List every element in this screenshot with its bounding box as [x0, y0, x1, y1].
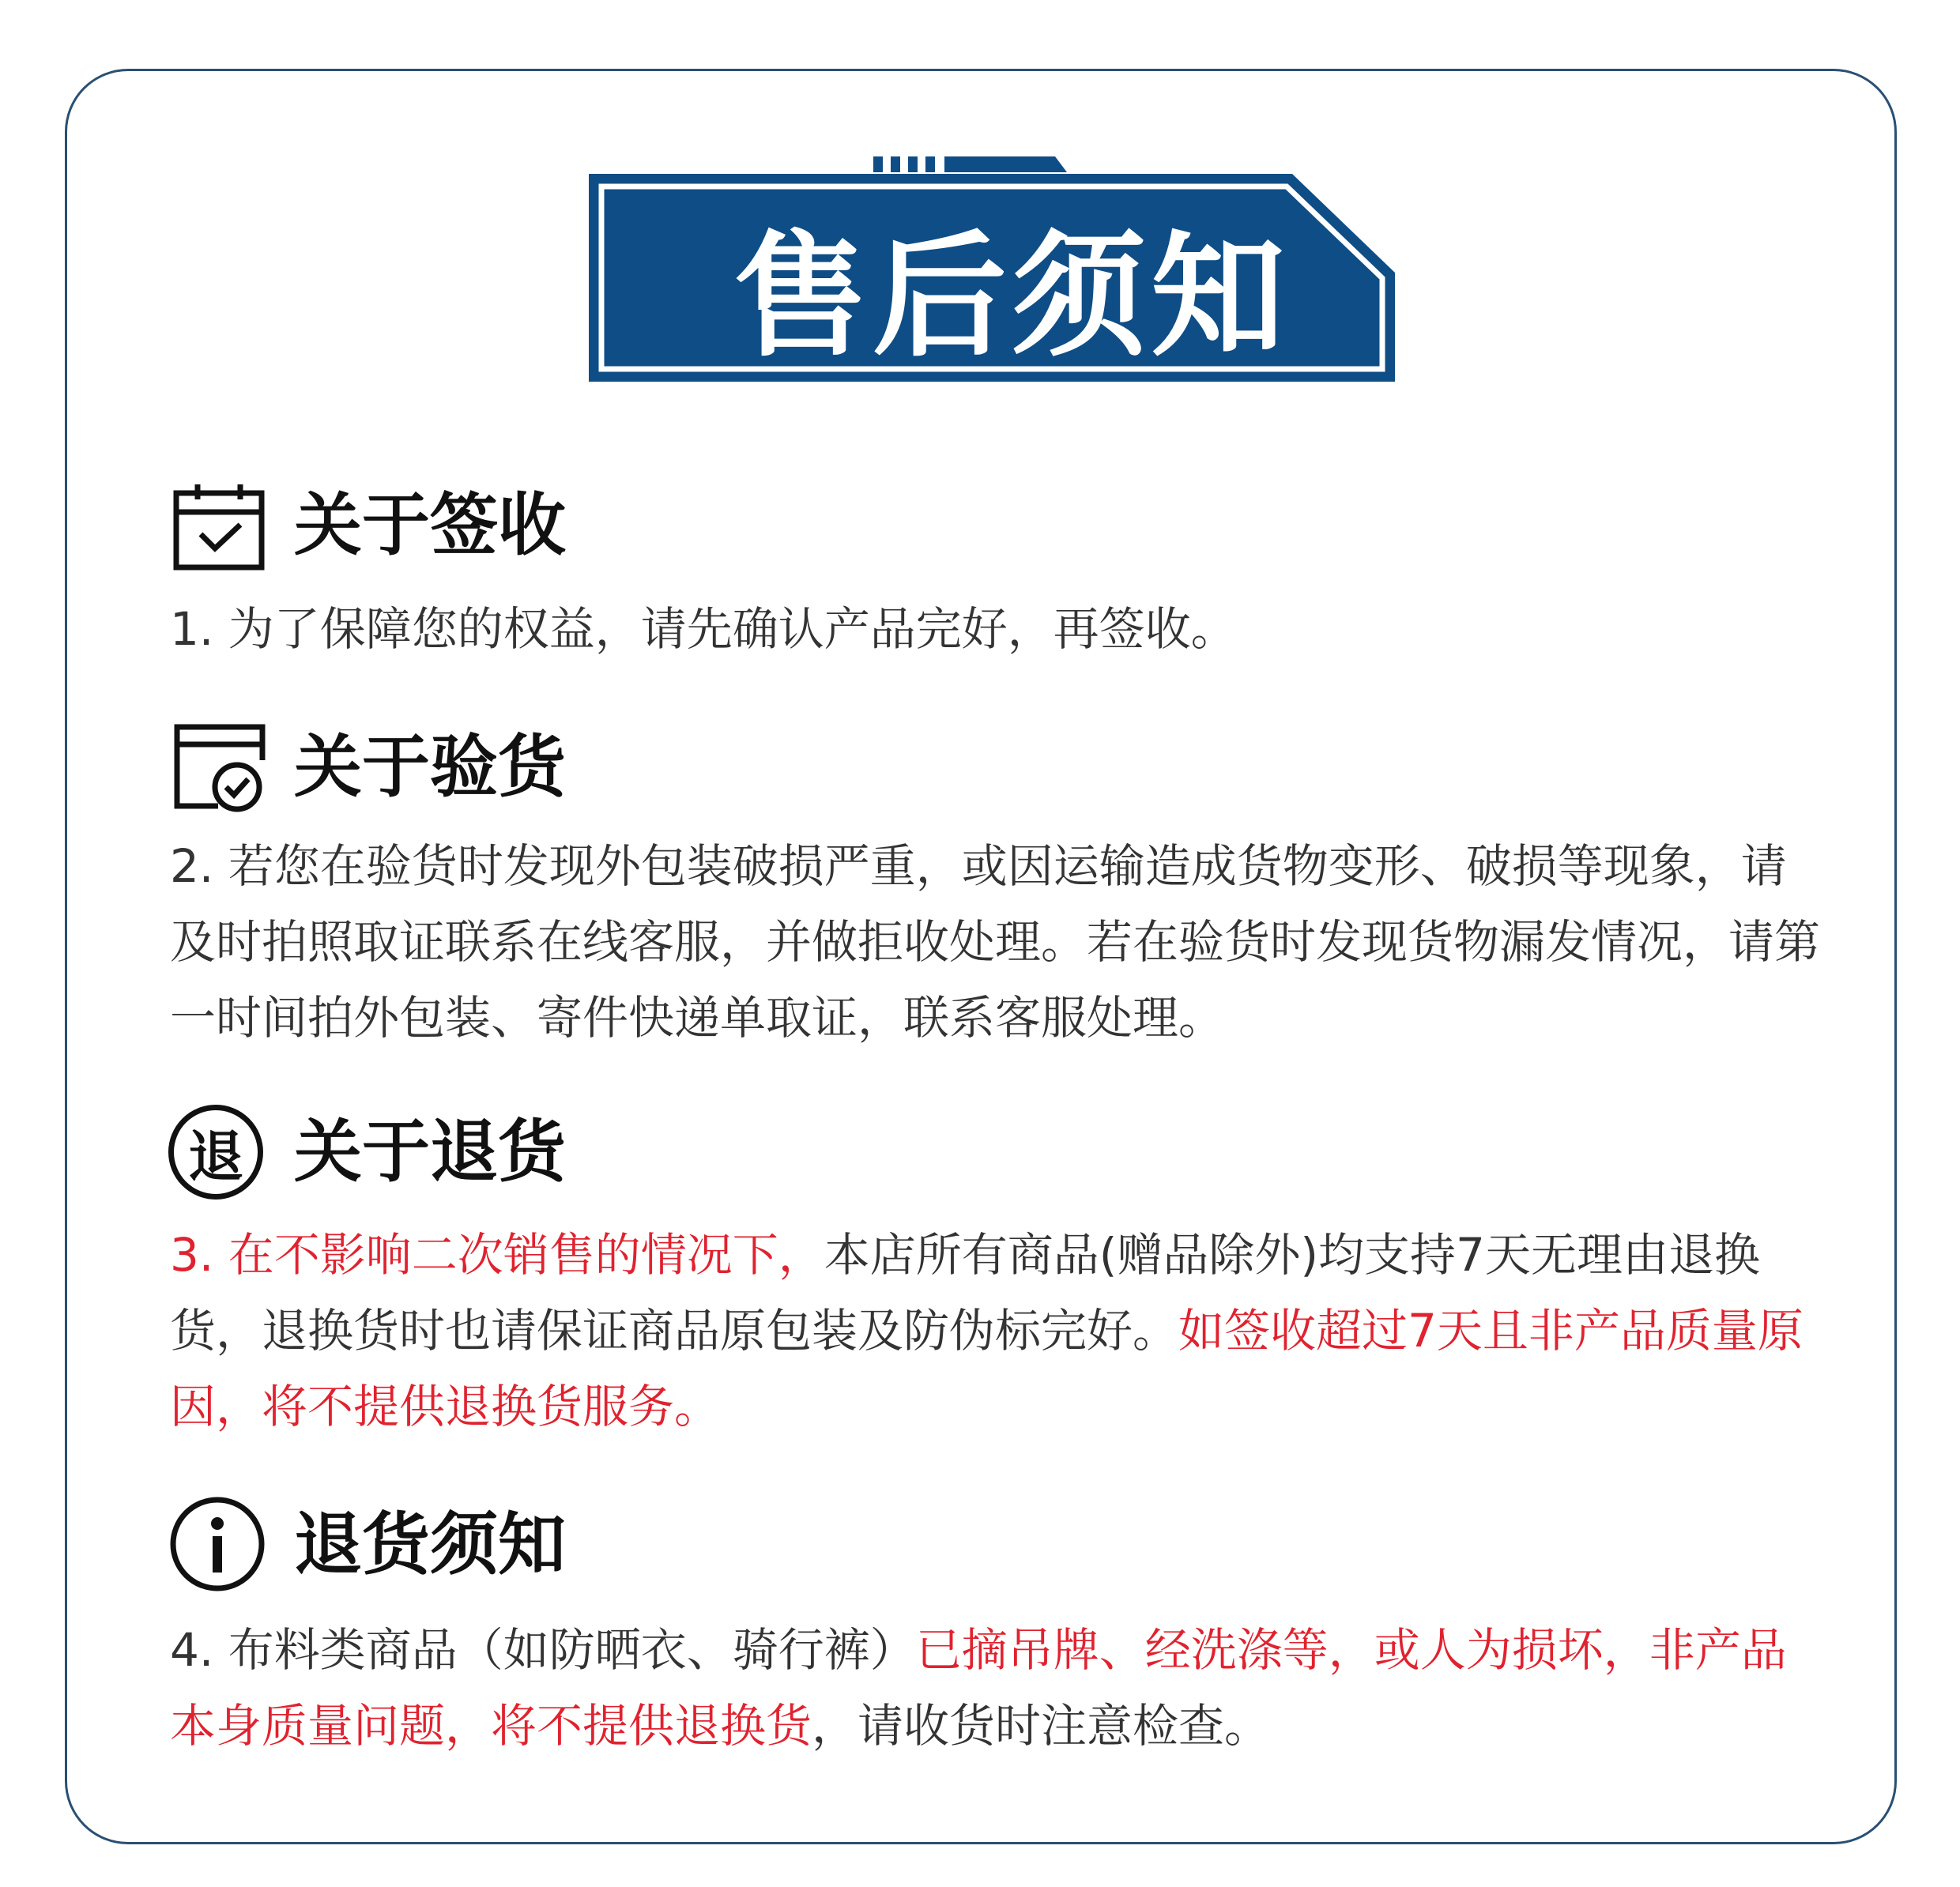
return-text-red-2: 如签收超过7天且非产品质量原因，将不提供退换货服务。 [170, 1304, 1804, 1433]
return-text-red-1: 3. 在不影响二次销售的情况下， [170, 1228, 824, 1282]
info-icon [168, 1495, 266, 1593]
banner-title: 售后须知 [733, 218, 1290, 375]
section-heading-notice: 退货须知 [294, 1505, 566, 1584]
circled-return-icon [168, 1105, 263, 1200]
document-check-icon [172, 721, 269, 812]
notice-text-red: 已摘吊牌、经洗涤等，或人为损坏，非产品本身质量问题，将不提供退换货 [170, 1623, 1787, 1753]
return-text-normal: 本店所有商品(赠品除外)均支持7天无理由退换货，退换货时也请保证商品原包装及防伪标完好。 [170, 1228, 1760, 1358]
section-heading-return: 关于退货 [294, 1113, 566, 1192]
section-text-inspection: 2. 若您在验货时发现外包装破损严重，或因运输造成货物变形、破损等现象，请及时拍照取证联系在线客服，并做拒收处理。若在验货时发现货物漏发情况，请第一时间拍外包装、寄件快递单取证，联系客服处理。 [170, 839, 1821, 1045]
section-text-notice [170, 1612, 1826, 1764]
calendar-check-icon [172, 482, 267, 572]
notice-text-normal-2: ，请收货时注意检查。 [812, 1699, 1271, 1753]
section-heading-signing: 关于签收 [294, 486, 566, 565]
notice-text-normal-1: 4. 布料类商品（如防晒衣、骑行裤） [170, 1623, 916, 1677]
section-heading-inspection: 关于验货 [294, 728, 566, 807]
section-text-signing: 1. 为了保障您的权益，请先确认产品完好，再签收。 [170, 602, 1237, 656]
circled-return-char: 退 [188, 1124, 243, 1189]
section-text-return [170, 1217, 1826, 1444]
